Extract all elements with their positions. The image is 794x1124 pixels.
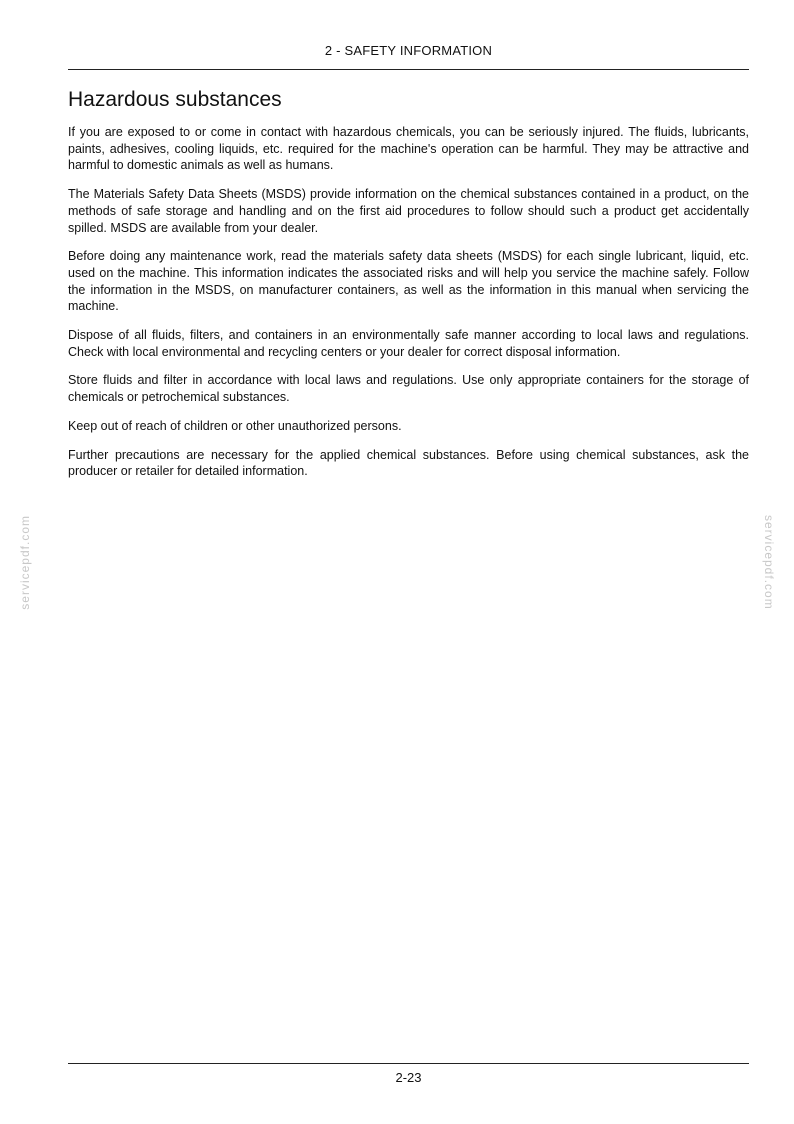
paragraph: Further precautions are necessary for the applied chemical substances. Before using chemical substances, ask the producer or retailer for detailed information. [68, 447, 749, 479]
running-header: 2 - SAFETY INFORMATION [324, 43, 493, 58]
watermark-right: servicepdf.com [762, 515, 776, 610]
paragraph: Before doing any maintenance work, read the materials safety data sheets (MSDS) for each single lubricant, liquid, etc. used on the machine. This information indicates the associated risks and will help you service the machine safely. Follow the information in the MSDS, on manufacturer containers, as well as the information in this manual when servicing the machine. [68, 249, 749, 314]
section-title: Hazardous substances [68, 88, 282, 111]
watermark-left: servicepdf.com [18, 515, 32, 610]
paragraph: Keep out of reach of children or other unauthorized persons. [68, 418, 402, 433]
paragraph: Dispose of all fluids, filters, and containers in an environmentally safe manner according to local laws and regulations. Check with local environmental and recycling centers or your dealer for correct disposal information. [68, 328, 749, 359]
page-number: 2-23 [395, 1070, 422, 1085]
header-divider [68, 69, 749, 70]
paragraph: The Materials Safety Data Sheets (MSDS) provide information on the chemical substances contained in a product, on the methods of safe storage and handling and on the first aid procedures to follow should such a product get accidentally spilled. MSDS are available from your dealer. [68, 187, 749, 235]
body-text [68, 124, 749, 492]
paragraph: If you are exposed to or come in contact with hazardous chemicals, you can be seriously injured. The fluids, lubricants, paints, adhesives, cooling liquids, etc. required for the machine's operation can be harmful. They may be attractive and harmful to domestic animals as well as humans. [68, 125, 749, 173]
footer-divider [68, 1063, 749, 1064]
paragraph: Store fluids and filter in accordance with local laws and regulations. Use only appropriate containers for the storage of chemicals or petrochemical substances. [68, 373, 749, 405]
